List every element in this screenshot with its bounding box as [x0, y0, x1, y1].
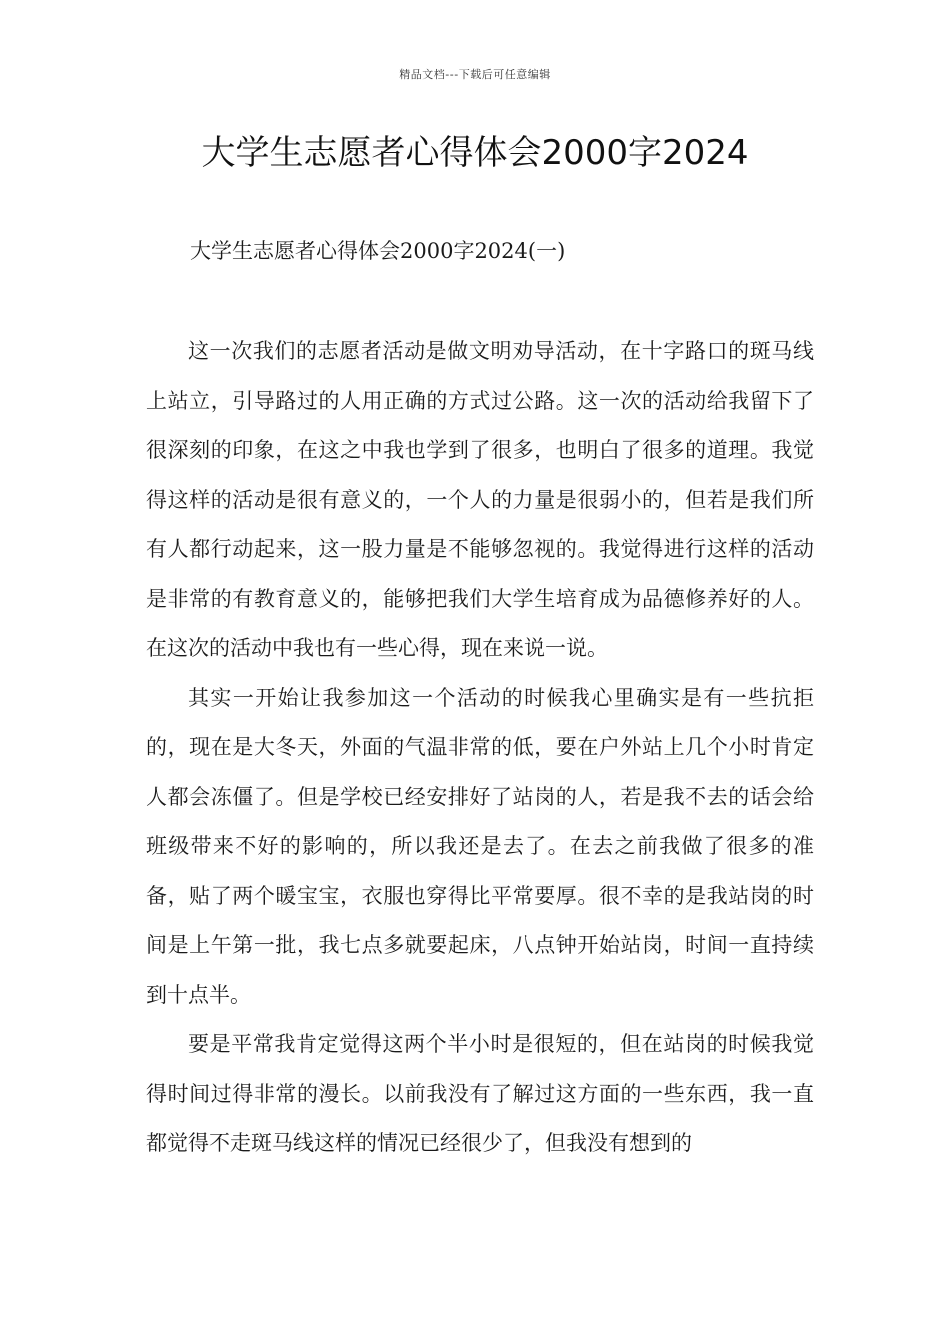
paragraph: 其实一开始让我参加这一个活动的时候我心里确实是有一些抗拒的，现在是大冬天，外面的气温非常的低，要在户外站上几个小时肯定人都会冻僵了。但是学校已经安排好了站岗的人，若是我不去的话会给班级带来不好的影响的，所以我还是去了。在去之前我做了很多的准备，贴了两个暖宝宝，衣服也穿得比平常要厚。很不幸的是我站岗的时间是上午第一批，我七点多就要起床，八点钟开始站岗，时间一直持续到十点半。 [146, 685, 814, 1007]
document-title: 大学生志愿者心得体会2000字2024 [201, 133, 749, 173]
body-text [146, 327, 814, 1169]
paragraph: 这一次我们的志愿者活动是做文明劝导活动，在十字路口的斑马线上站立，引导路过的人用正确的方式过公路。这一次的活动给我留下了很深刻的印象，在这之中我也学到了很多，也明白了很多的道理。我觉得这样的活动是很有意义的，一个人的力量是很弱小的，但若是我们所有人都行动起来，这一股力量是不能够忽视的。我觉得进行这样的活动是非常的有教育意义的，能够把我们大学生培育成为品德修养好的人。在这次的活动中我也有一些心得，现在来说一说。 [146, 339, 814, 660]
header-note: 精品文档---下载后可任意编辑 [399, 68, 551, 81]
paragraph: 要是平常我肯定觉得这两个半小时是很短的，但在站岗的时候我觉得时间过得非常的漫长。以前我没有了解过这方面的一些东西，我一直都觉得不走斑马线这样的情况已经很少了，但我没有想到的 [146, 1032, 814, 1155]
section-subtitle: 大学生志愿者心得体会2000字2024(一) [190, 239, 566, 263]
